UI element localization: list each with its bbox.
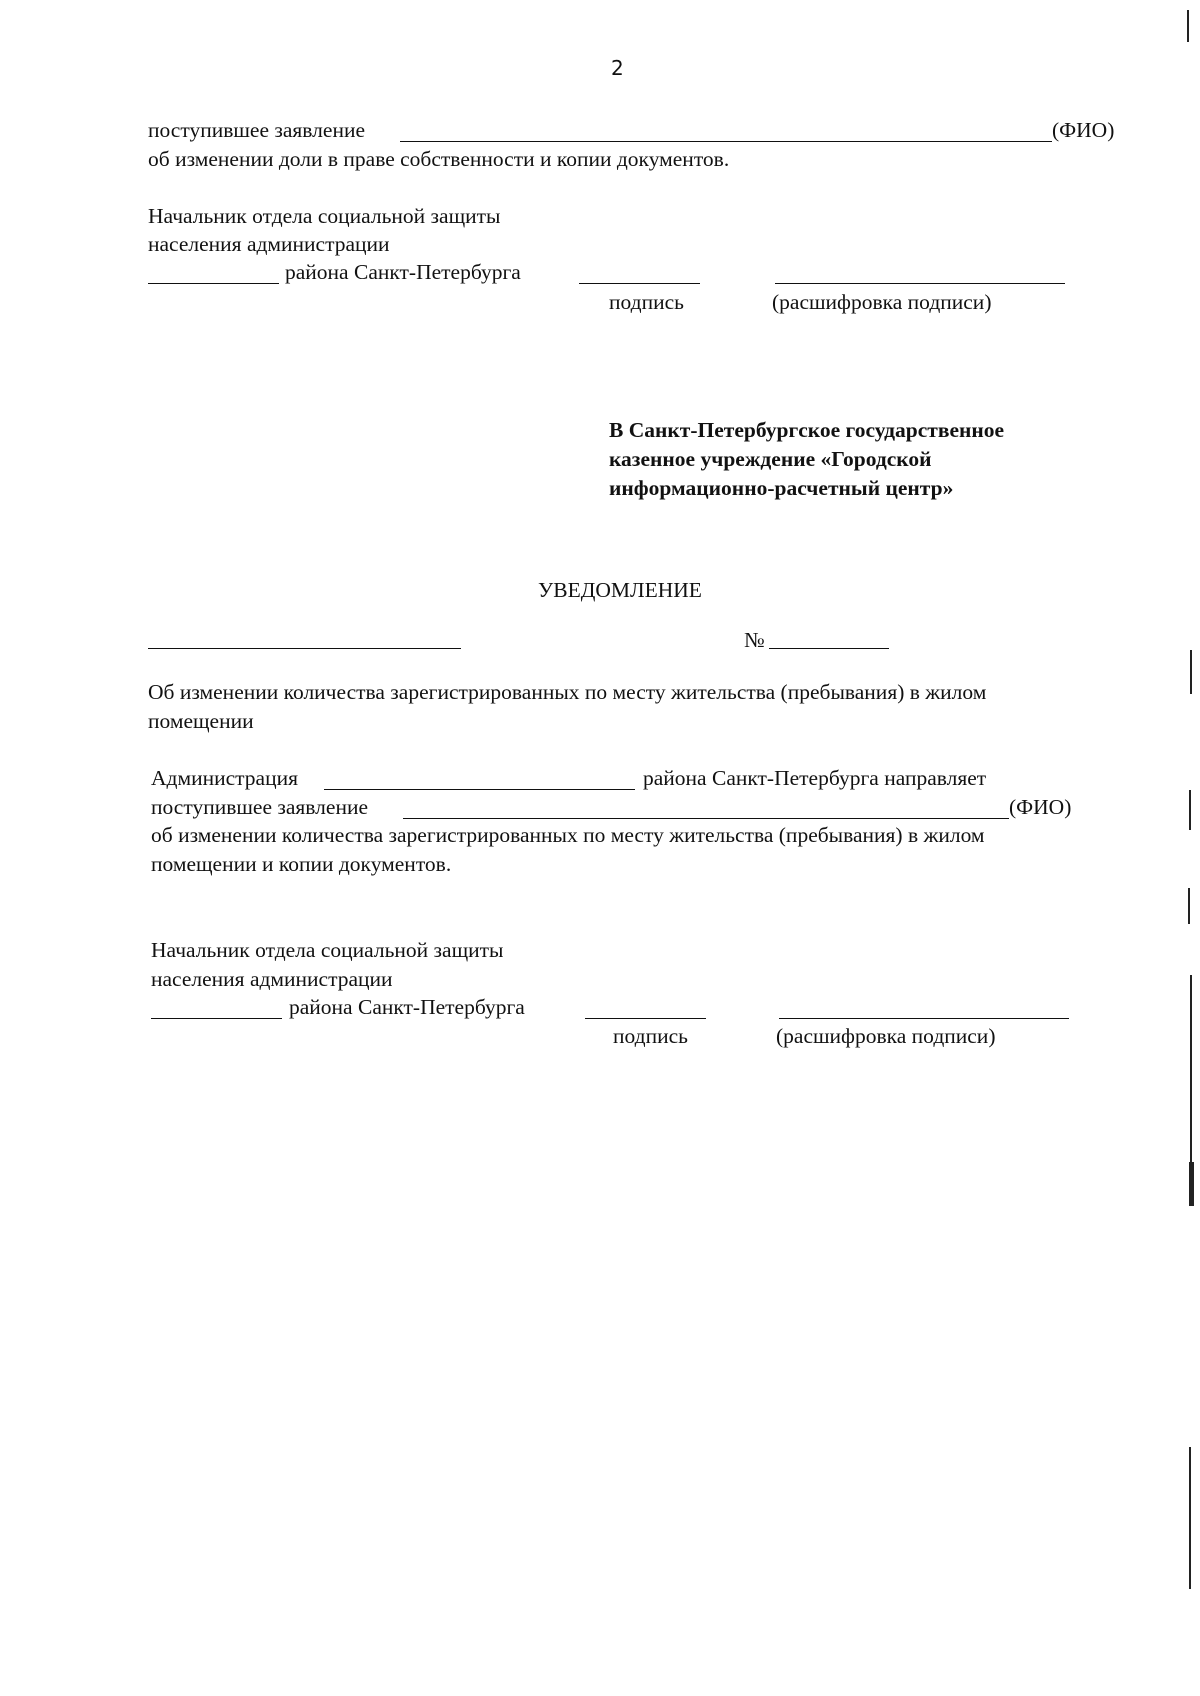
notice-subject-line-2: помещении <box>148 709 254 733</box>
notice-body-line-3: об изменении количества зарегистрированных по месту жительства (пребывания) в жилом <box>151 823 985 847</box>
scan-artifact-mark <box>1190 975 1192 1165</box>
notice-signature-decryption-blank <box>779 1018 1069 1019</box>
page-number: 2 <box>611 56 624 80</box>
signer-title-line-1: Начальник отдела социальной защиты <box>148 204 501 228</box>
addressee-line-3: информационно-расчетный центр» <box>609 476 954 500</box>
signature-blank <box>579 283 700 284</box>
received-label: поступившее заявление <box>148 118 365 142</box>
notice-subject-line-1: Об изменении количества зарегистрированных по месту жительства (пребывания) в жилом <box>148 680 987 704</box>
notice-applicant-name-blank <box>403 818 1009 819</box>
signature-decryption-blank <box>775 283 1065 284</box>
notice-title: УВЕДОМЛЕНИЕ <box>538 578 702 602</box>
notice-fio-label: (ФИО) <box>1009 795 1072 819</box>
scan-artifact-mark <box>1189 1162 1194 1206</box>
notice-district-blank <box>151 1018 282 1019</box>
addressee-line-1: В Санкт-Петербургское государственное <box>609 418 1005 442</box>
addressee-line-2: казенное учреждение «Городской <box>609 447 932 471</box>
scan-artifact-mark <box>1189 790 1191 830</box>
scan-artifact-mark <box>1190 650 1192 694</box>
notice-body-line-4: помещении и копии документов. <box>151 852 452 876</box>
scan-artifact-mark <box>1187 10 1189 42</box>
subject-line: об изменении доли в праве собственности и копии документов. <box>148 147 730 171</box>
notice-district-label: района Санкт-Петербурга <box>289 995 525 1019</box>
notice-district-sends: района Санкт-Петербурга направляет <box>643 766 987 790</box>
notice-admin-label: Администрация <box>151 766 298 790</box>
signature-caption: подпись <box>609 290 684 314</box>
scan-artifact-mark <box>1188 888 1190 924</box>
notice-signature-decryption-caption: (расшифровка подписи) <box>776 1024 996 1048</box>
scan-artifact-mark <box>1189 1447 1191 1589</box>
district-blank <box>148 283 279 284</box>
notice-signature-caption: подпись <box>613 1024 688 1048</box>
district-label: района Санкт-Петербурга <box>285 260 521 284</box>
notice-signer-title-line-1: Начальник отдела социальной защиты <box>151 938 504 962</box>
notice-date-blank <box>148 648 461 649</box>
notice-signer-title-line-2: населения администрации <box>151 967 393 991</box>
signer-title-line-2: населения администрации <box>148 232 390 256</box>
notice-received-label: поступившее заявление <box>151 795 368 819</box>
notice-signature-blank <box>585 1018 706 1019</box>
applicant-name-blank <box>400 141 1052 142</box>
fio-label: (ФИО) <box>1052 118 1115 142</box>
notice-number-blank <box>769 648 889 649</box>
notice-admin-district-blank <box>324 789 635 790</box>
signature-decryption-caption: (расшифровка подписи) <box>772 290 992 314</box>
notice-number-label: № <box>744 628 765 652</box>
